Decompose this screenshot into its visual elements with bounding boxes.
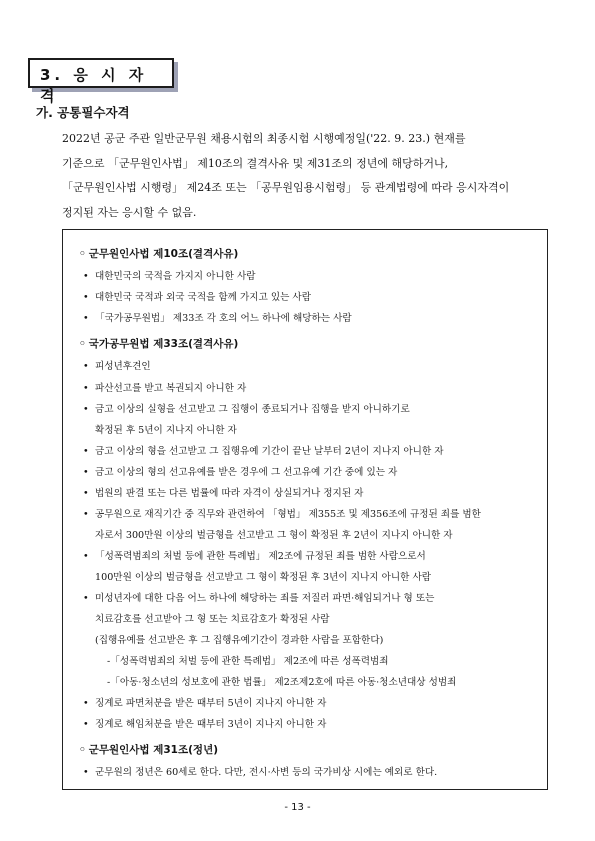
list-item <box>83 485 363 499</box>
item-text: 미성년자에 대한 다음 어느 하나에 해당하는 죄를 저질러 파면·해임되거나 형 또는 <box>95 593 435 604</box>
heading-article-10 <box>79 246 238 261</box>
list-item <box>83 764 437 778</box>
bullet: • <box>83 488 89 499</box>
heading-article-33 <box>79 336 238 351</box>
list-item <box>83 590 434 604</box>
list-item <box>83 695 326 709</box>
list-item-continuation: 치료감호를 선고받아 그 형 또는 치료감호가 확정된 사람 <box>95 614 330 625</box>
heading-article-31 <box>79 742 218 757</box>
item-text: 피성년후견인 <box>95 361 151 372</box>
item-text: 대한민국 국적과 외국 국적을 함께 가지고 있는 사람 <box>95 292 311 303</box>
subsection-title: 가. 공통필수자격 <box>36 105 130 120</box>
bullet: • <box>83 446 89 457</box>
bullet: • <box>83 292 89 303</box>
bullet: • <box>83 271 89 282</box>
item-text: 징계로 해임처분을 받은 때부터 3년이 지나지 아니한 자 <box>95 719 327 730</box>
list-item <box>83 401 410 415</box>
bullet: • <box>83 698 89 709</box>
bullet: • <box>83 593 89 604</box>
bullet: • <box>83 551 89 562</box>
item-text: 징계로 파면처분을 받은 때부터 5년이 지나지 아니한 자 <box>95 698 327 709</box>
list-item-continuation: 자로서 300만원 이상의 벌금형을 선고받고 그 형이 확정된 후 2년이 지나지 아니한 자 <box>95 530 453 541</box>
paragraph-line: 기준으로 「군무원인사법」 제10조의 결격사유 및 제31조의 정년에 해당하거나, <box>62 157 449 170</box>
paragraph-line: 정지된 자는 응시할 수 없음. <box>62 206 197 219</box>
bullet: • <box>83 361 89 372</box>
heading-text: 군무원인사법 제31조(정년) <box>88 744 219 756</box>
qualification-box <box>62 229 548 790</box>
bullet: • <box>83 767 89 778</box>
list-item <box>83 358 151 372</box>
item-text: 「성폭력범죄의 처벌 등에 관한 특례법」 제2조에 규정된 죄를 범한 사람으로서 <box>95 551 426 562</box>
list-item <box>83 716 326 730</box>
heading-text: 군무원인사법 제10조(결격사유) <box>88 248 239 260</box>
circle-bullet: ◦ <box>79 248 86 260</box>
list-item-continuation: 확정된 후 5년이 지나지 아니한 자 <box>95 425 237 436</box>
list-item <box>83 443 444 457</box>
list-item <box>83 506 481 520</box>
sub-list-item: -「아동·청소년의 성보호에 관한 법률」 제2조제2호에 따른 아동·청소년대상 성범죄 <box>107 677 457 688</box>
section-box <box>28 58 174 105</box>
bullet: • <box>83 383 89 394</box>
bullet: • <box>83 313 89 324</box>
item-text: 대한민국의 국적을 가지지 아니한 사람 <box>95 271 256 282</box>
list-item <box>83 310 352 324</box>
page-number: - 13 - <box>284 802 311 813</box>
bullet: • <box>83 509 89 520</box>
item-text: 공무원으로 재직기간 중 직무와 관련하여 「형법」 제355조 및 제356조에 규정된 죄를 범한 <box>95 509 481 520</box>
paragraph-line: 2022년 공군 주관 일반군무원 채용시험의 최종시험 시행예정일('22. 9. 23.) 현재를 <box>62 132 466 145</box>
list-item <box>83 268 255 282</box>
list-item <box>83 289 311 303</box>
bullet: • <box>83 404 89 415</box>
circle-bullet: ◦ <box>79 744 86 756</box>
list-item <box>83 464 397 478</box>
item-text: 법원의 판결 또는 다른 법률에 따라 자격이 상실되거나 정지된 자 <box>95 488 364 499</box>
item-text: 군무원의 정년은 60세로 한다. 다만, 전시·사변 등의 국가비상 시에는 예외로 한다. <box>95 767 438 778</box>
list-item-note: (집행유예를 선고받은 후 그 집행유예기간이 경과한 사람을 포함한다) <box>95 635 384 646</box>
item-text: 금고 이상의 형을 선고받고 그 집행유예 기간이 끝난 날부터 2년이 지나지 아니한 자 <box>95 446 444 457</box>
list-item <box>83 548 426 562</box>
bullet: • <box>83 719 89 730</box>
section-title: 3. 응 시 자 격 <box>40 66 148 105</box>
item-text: 파산선고를 받고 복권되지 아니한 자 <box>95 383 247 394</box>
paragraph-line: 「군무원인사법 시행령」 제24조 또는 「공무원임용시험령」 등 관계법령에 따라 응시자격이 <box>62 181 510 194</box>
sub-list-item: -「성폭력범죄의 처벌 등에 관한 특례법」 제2조에 따른 성폭력범죄 <box>107 656 389 667</box>
bullet: • <box>83 467 89 478</box>
list-item <box>83 380 246 394</box>
heading-text: 국가공무원법 제33조(결격사유) <box>88 338 239 350</box>
circle-bullet: ◦ <box>79 338 86 350</box>
item-text: 금고 이상의 실형을 선고받고 그 집행이 종료되거나 집행을 받지 아니하기로 <box>95 404 410 415</box>
item-text: 금고 이상의 형의 선고유예를 받은 경우에 그 선고유예 기간 중에 있는 자 <box>95 467 398 478</box>
item-text: 「국가공무원법」 제33조 각 호의 어느 하나에 해당하는 사람 <box>95 313 352 324</box>
list-item-continuation: 100만원 이상의 벌금형을 선고받고 그 형이 확정된 후 3년이 지나지 아니한 사람 <box>95 572 431 583</box>
